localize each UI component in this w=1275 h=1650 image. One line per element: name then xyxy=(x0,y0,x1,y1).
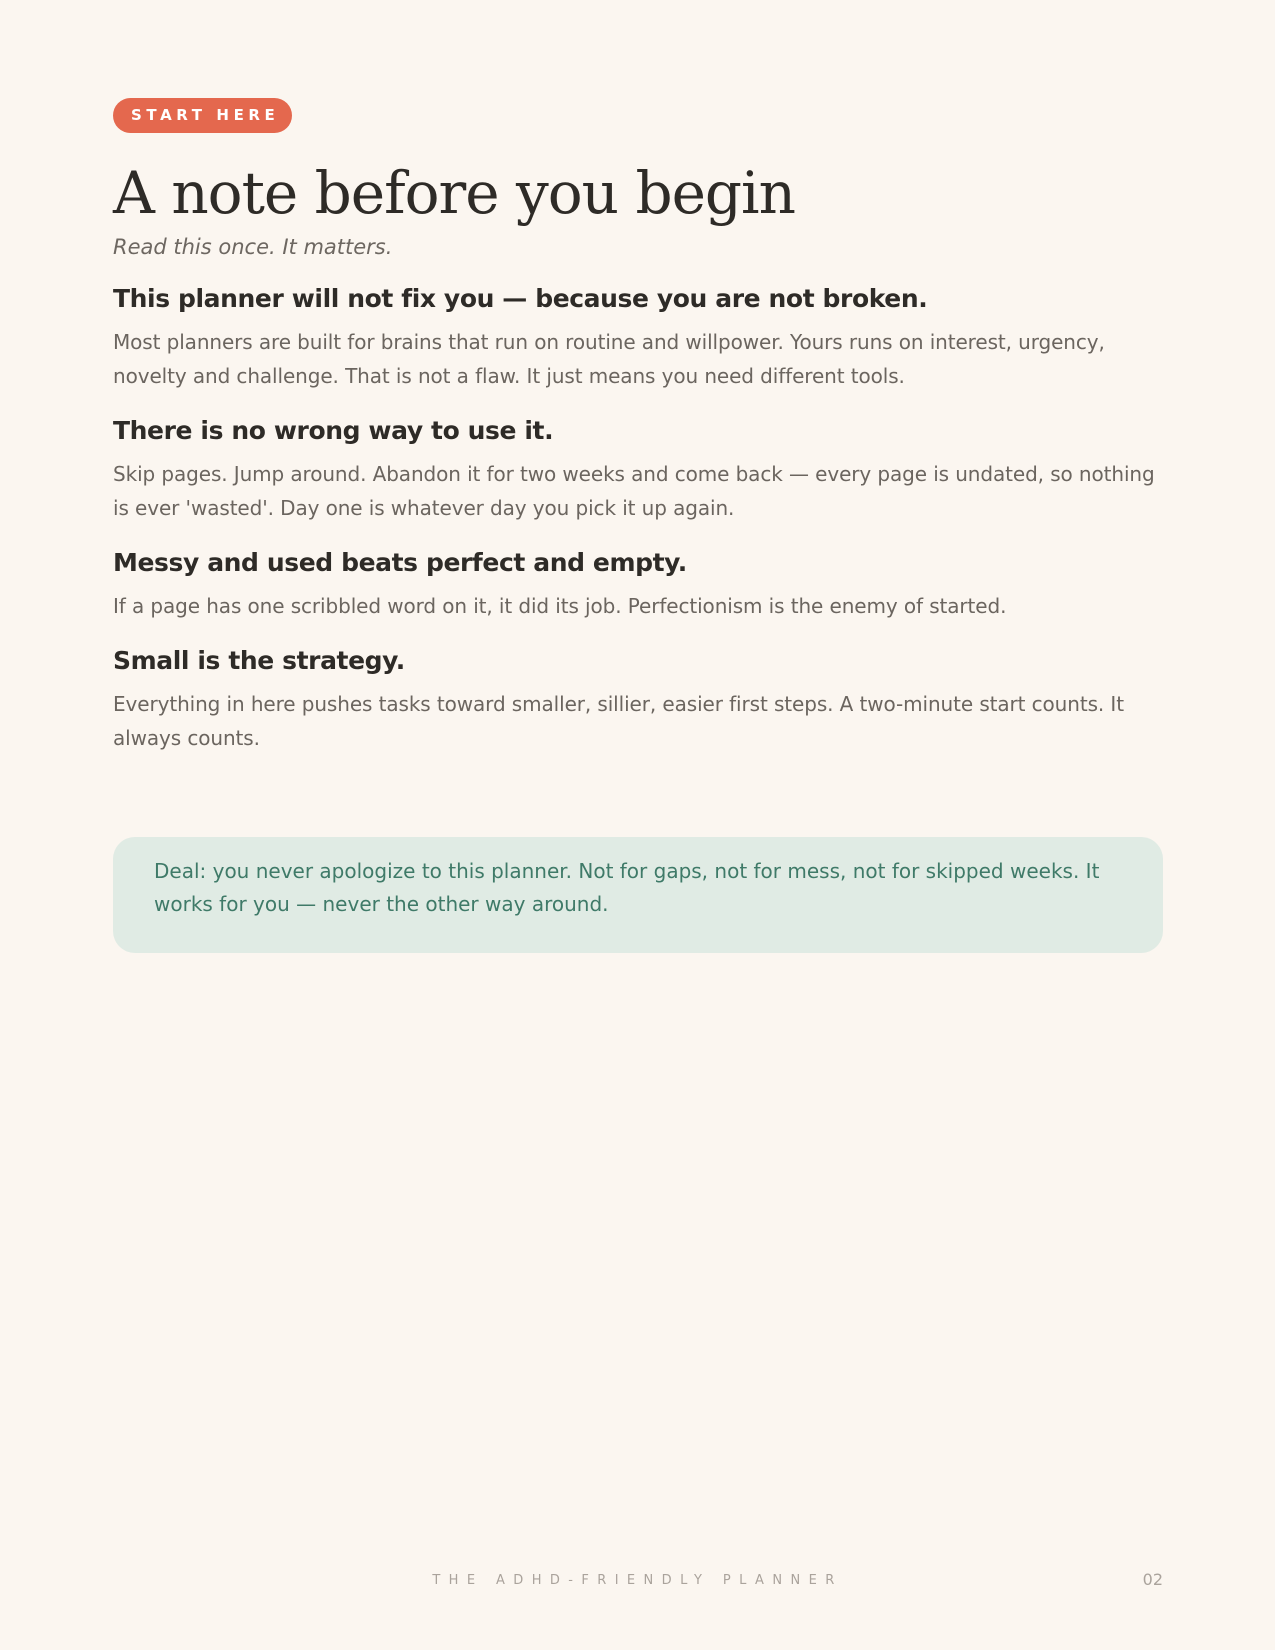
section-heading: This planner will not fix you — because you are not broken. xyxy=(113,284,928,313)
section-body: If a page has one scribbled word on it, it did its job. Perfectionism is the enemy of started. xyxy=(113,594,1007,618)
page-subtitle: Read this once. It matters. xyxy=(113,235,393,259)
section-body: Skip pages. Jump around. Abandon it for two weeks and come back — every page is undated, so nothing is ever 'wasted'. Day one is whatever day you pick it up again. xyxy=(113,462,1155,520)
footer-planner-title: THE ADHD-FRIENDLY PLANNER xyxy=(432,1573,843,1588)
section-messy-and-used xyxy=(113,547,1163,623)
section-heading: Messy and used beats perfect and empty. xyxy=(113,548,687,577)
page-number: 02 xyxy=(1142,1570,1163,1589)
section-heading: Small is the strategy. xyxy=(113,646,405,675)
section-body: Most planners are built for brains that run on routine and willpower. Yours runs on interest, urgency, novelty and challenge. That is not a flaw. It just means you need different tools. xyxy=(113,330,1105,388)
deal-callout-box xyxy=(113,837,1163,953)
page-title: A note before you begin xyxy=(113,159,795,227)
section-no-wrong-way xyxy=(113,415,1163,525)
start-here-badge: START HERE xyxy=(113,98,292,133)
page-content xyxy=(113,98,1163,755)
callout-text: Deal: you never apologize to this planner. Not for gaps, not for mess, not for skipped weeks. It works for you — never the other way around. xyxy=(154,859,1100,916)
section-not-broken xyxy=(113,283,1163,393)
section-heading: There is no wrong way to use it. xyxy=(113,416,554,445)
section-body: Everything in here pushes tasks toward smaller, sillier, easier first steps. A two-minute start counts. It always counts. xyxy=(113,692,1124,750)
section-small-strategy xyxy=(113,645,1163,755)
